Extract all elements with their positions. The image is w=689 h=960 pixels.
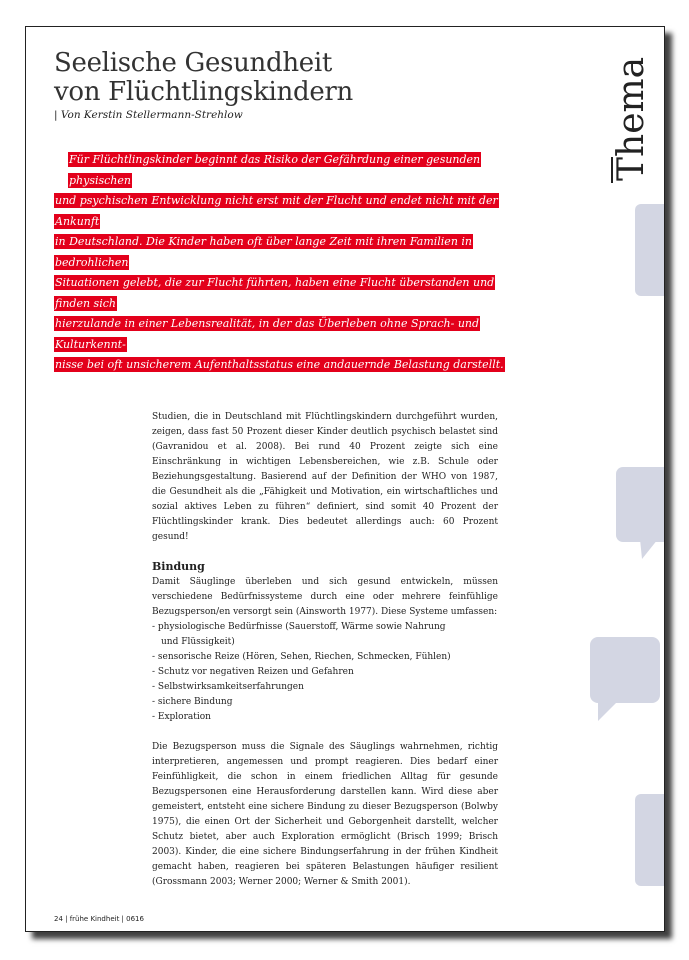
body-paragraph-2: Damit Säuglinge überleben und sich gesund entwickeln, müssen verschiedene Bedürfnissysteme durch eine oder mehrere feinfühlige Bezugsperson/en versorgt sein (Ainsworth 1977). Diese Systeme umfassen:: [152, 577, 498, 617]
intro-line: Für Flüchtlingskinder beginnt das Risiko der Gefährdung einer gesunden physischen: [69, 153, 481, 187]
list-item: [152, 710, 498, 725]
speech-bubble-large-icon: [590, 637, 660, 703]
list-item-text: - sichere Bindung: [152, 697, 233, 707]
body-paragraph-1: Studien, die in Deutschland mit Flüchtlingskindern durchgeführt wurden, zeigen, dass fast 50 Prozent dieser Kinder deutlich psychisch belastet sind (Gavranidou et al. 2008). Bei rund 40 Prozent zeigte sich eine Einschränkung in wichtigen Lebensbereichen, wie z.B. Schule oder Beziehungsgestaltung. Basierend auf der Definition der WHO von 1987, die Gesundheit als die „Fähigkeit und Motivation, ein wirtschaftliches und sozial aktives Leben zu führen“ definiert, sind somit 40 Prozent der Flüchtlingskinder krank. Dies bedeutet allerdings auch: 60 Prozent gesund!: [152, 412, 498, 542]
section-heading-bindung: Bindung: [152, 560, 205, 573]
list-item: [152, 680, 498, 695]
intro-line: Situationen gelebt, die zur Flucht führten, haben eine Flucht überstanden und finden sich: [55, 276, 495, 310]
speech-bubble-icon: [616, 467, 665, 542]
needs-list: [152, 620, 498, 725]
article-title: [54, 49, 353, 107]
section-label: Thema: [611, 56, 652, 181]
speech-bubble-large-tail-icon: [594, 701, 618, 725]
list-item-text: - Selbstwirksamkeitserfahrungen: [152, 682, 304, 692]
list-item: [152, 665, 498, 680]
title-line-1: Seelische Gesundheit: [54, 48, 333, 78]
decorative-tab-bottom: [635, 794, 664, 886]
list-item-text: - sensorische Reize (Hören, Sehen, Riechen, Schmecken, Fühlen): [152, 652, 451, 662]
speech-bubble-tail-icon: [640, 539, 660, 561]
decorative-tab-top: [635, 204, 664, 296]
article-body: [152, 410, 498, 890]
list-item-text: - Schutz vor negativen Reizen und Gefahren: [152, 667, 354, 677]
intro-teaser: [54, 150, 530, 376]
list-item: [152, 650, 498, 665]
body-paragraph-3: Die Bezugsperson muss die Signale des Säuglings wahrnehmen, richtig interpretieren, angemessen und prompt reagieren. Dies bedarf einer Feinfühligkeit, die schon in einem friedlichen Alltag für gesunde Bezugspersonen eine Herausforderung darstellen kann. Wird diese aber gemeistert, entsteht eine sichere Bindung zu dieser Bezugsperson (Bolwby 1975), die einen Ort der Sicherheit und Geborgenheit darstellt, welcher Schutz bietet, aber auch Exploration ermöglicht (Brisch 1999; Brisch 2003). Kinder, die eine sichere Bindungserfahrung in der frühen Kindheit gemacht haben, reagieren bei späteren Belastungen häufiger resilient (Grossmann 2003; Werner 2000; Werner & Smith 2001).: [152, 742, 498, 887]
list-item-text: - Exploration: [152, 712, 211, 722]
intro-line: nisse bei oft unsicherem Aufenthaltsstatus eine andauernde Belastung darstellt.: [55, 358, 504, 371]
intro-line: hierzulande in einer Lebensrealität, in der das Überleben ohne Sprach- und Kulturkennt-: [55, 317, 480, 351]
intro-line: und psychischen Entwicklung nicht erst mit der Flucht und endet nicht mit der Ankunft: [55, 194, 498, 228]
title-line-2: von Flüchtlingskindern: [54, 77, 353, 107]
list-item: [152, 695, 498, 710]
author-byline: | Von Kerstin Stellermann-Strehlow: [54, 109, 243, 121]
list-item: [152, 620, 498, 650]
list-item-continuation: und Flüssigkeit): [161, 637, 235, 647]
list-item-text: - physiologische Bedürfnisse (Sauerstoff, Wärme sowie Nahrung: [152, 622, 446, 632]
page-footer: 24 | frühe Kindheit | 0616: [54, 915, 144, 923]
magazine-page: [25, 26, 665, 932]
intro-line: in Deutschland. Die Kinder haben oft über lange Zeit mit ihren Familien in bedrohlichen: [55, 235, 473, 269]
